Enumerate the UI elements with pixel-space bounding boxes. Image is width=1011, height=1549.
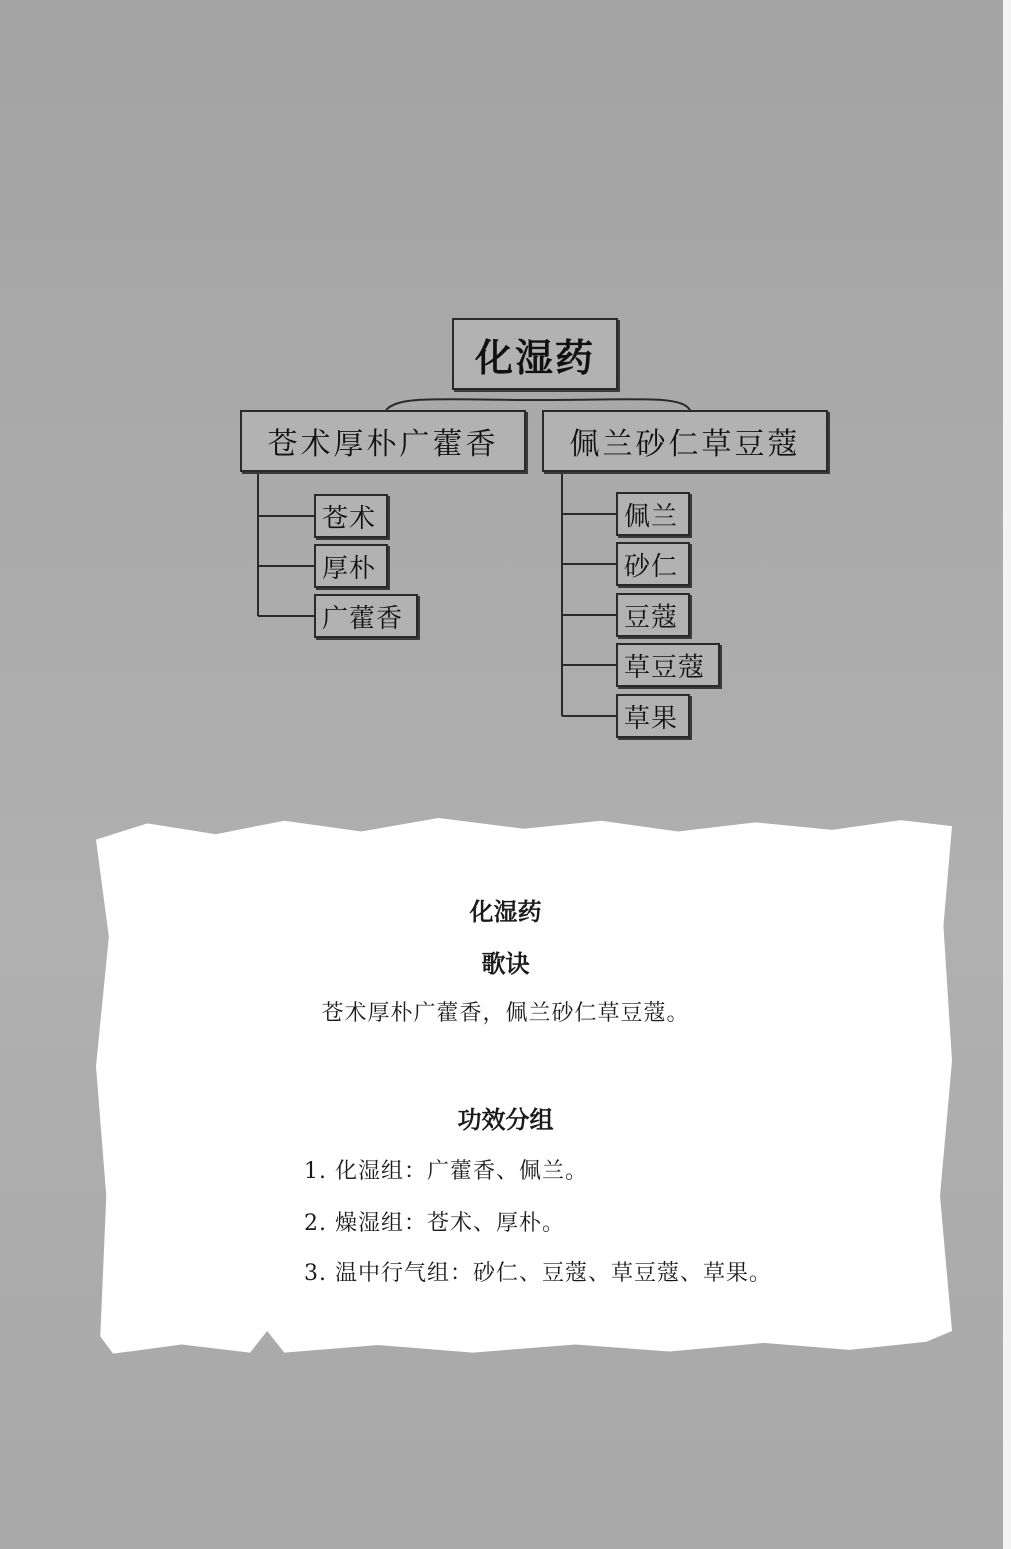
verse-text: 苍术厚朴广藿香，佩兰砂仁草豆蔻。 xyxy=(321,1001,690,1026)
groups-heading: 功效分组 xyxy=(457,1105,554,1134)
diagram-group-node-2: 佩兰砂仁草豆蔻 xyxy=(542,410,828,472)
diagram-root-node: 化湿药 xyxy=(452,318,618,390)
verse-heading: 歌诀 xyxy=(481,949,530,978)
diagram-leaf-doukou: 豆蔻 xyxy=(616,593,690,637)
card-title: 化湿药 xyxy=(469,897,542,926)
group-item-3: 3. 温中行气组：砂仁、豆蔻、草豆蔻、草果。 xyxy=(304,1261,772,1286)
diagram-leaf-guanghuoxiang: 广藿香 xyxy=(314,594,418,638)
diagram-group-node-1: 苍术厚朴广藿香 xyxy=(240,410,526,472)
diagram-leaf-caoguo: 草果 xyxy=(616,694,690,738)
page-edge xyxy=(1003,0,1011,1549)
diagram-leaf-sharen: 砂仁 xyxy=(616,542,690,586)
diagram-leaf-caodoukou: 草豆蔻 xyxy=(616,643,720,687)
diagram-leaf-houpo: 厚朴 xyxy=(314,544,388,588)
diagram-leaf-cangzhu: 苍术 xyxy=(314,494,388,538)
group-item-1: 1. 化湿组：广藿香、佩兰。 xyxy=(304,1159,588,1184)
group-item-2: 2. 燥湿组：苍术、厚朴。 xyxy=(304,1211,565,1236)
diagram-leaf-peilan: 佩兰 xyxy=(616,492,690,536)
